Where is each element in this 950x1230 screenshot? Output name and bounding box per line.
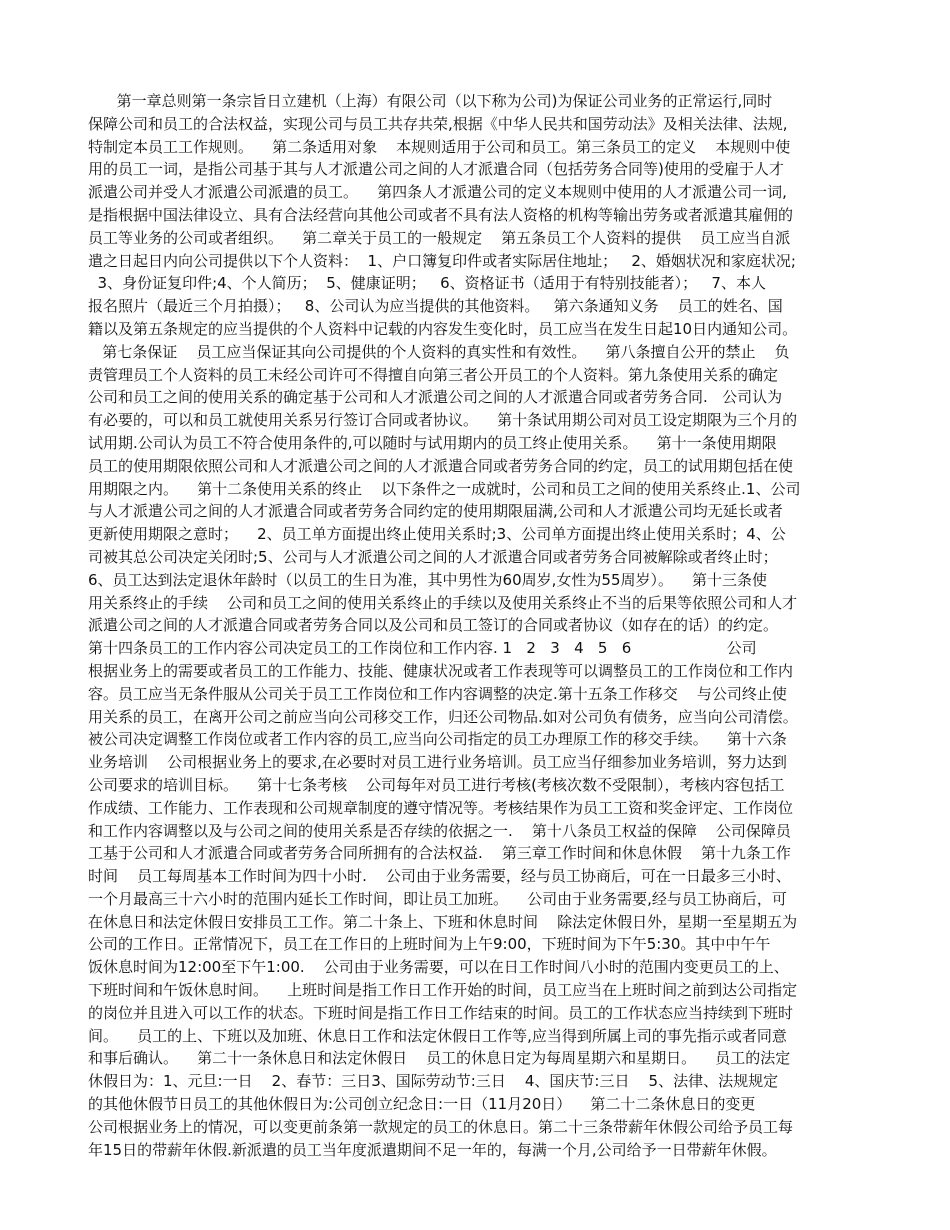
text-line: 工基于公司和人才派遣合同或者劳务合同所拥有的合法权益. 第三章工作时间和休息休假 第十九条工作: [88, 844, 791, 863]
text-line: 有必要的，可以和员工就使用关系另行签订合同或者协议。 第十条试用期公司对员工设定期限为三个月的: [88, 411, 798, 430]
text-line: 派遣公司并受人才派遣公司派遣的员工。 第四条人才派遣公司的定义本规则中使用的人才派遣公司一词,: [88, 183, 787, 202]
text-line: 根据业务上的需要或者员工的工作能力、技能、健康状况或者工作表现等可以调整员工的工作岗位和工作内: [88, 661, 794, 680]
text-line: 报名照片（最近三个月拍摄）； 8、公司认为应当提供的其他资料。 第六条通知义务 员工的姓名、国: [88, 297, 783, 316]
text-line: 一个月最高三十六小时的范围内延长工作时间，即让员工加班。 公司由于业务需要,经与员工协商后，可: [88, 889, 787, 908]
text-line: 容。员工应当无条件服从公司关于员工工作岗位和工作内容调整的决定.第十五条工作移交 与公司终止使: [88, 684, 787, 703]
text-line: 时间 员工每周基本工作时间为四十小时. 公司由于业务需要，经与员工协商后，可在一日最多三小时、: [88, 867, 791, 886]
text-line: 公司根据业务上的情况，可以变更前条第一款规定的员工的休息日。第二十三条带薪年休假公司给予员工每: [88, 1117, 794, 1136]
text-line: 员工的使用期限依照公司和人才派遣公司之间的人才派遣合同或者劳务合同的约定，员工的试用期包括在使: [88, 456, 794, 475]
text-line: 用关系终止的手续 公司和员工之间的使用关系终止的手续以及使用关系终止不当的后果等依照公司和人才: [88, 593, 798, 612]
text-line: 间。 员工的上、下班以及加班、休息日工作和法定休假日工作等,应当得到所属上司的事先指示或者同意: [88, 1026, 787, 1045]
text-line: 用关系的员工，在离开公司之前应当向公司移交工作，归还公司物品.如对公司负有债务，应当向公司清偿。: [88, 707, 798, 726]
text-line: 作成绩、工作能力、工作表现和公司规章制度的遵守情况等。考核结果作为员工工资和奖金评定、工作岗位: [88, 798, 794, 817]
text-line: 第七条保证 员工应当保证其向公司提供的个人资料的真实性和有效性。 第八条擅自公开的禁止 负: [88, 342, 790, 361]
text-line: 的岗位并且进入可以工作的状态。下班时间是指工作日工作结束的时间。员工的工作状态应当持续到下班时: [88, 1003, 794, 1022]
text-line: 用的员工一词，是指公司基于其与人才派遣公司之间的人才派遣合同（包括劳务合同等)使用的受雇于人才: [88, 160, 784, 179]
text-line: 第一章总则第一条宗旨日立建机（上海）有限公司（以下称为公司)为保证公司业务的正常运行,同时: [88, 92, 773, 110]
text-line: 与人才派遣公司之间的人才派遣合同或者劳务合同约定的使用期限届满,公司和人才派遣公司均无延长或者: [88, 502, 783, 521]
text-line: 遣之日起日内向公司提供以下个人资料： 1、户口簿复印件或者实际居住地址； 2、婚姻状况和家庭状况;: [88, 251, 796, 270]
text-line: 3、身份证复印件;4、个人简历； 5、健康证明； 6、资格证书（适用于有特别技能者）； 7、本人: [88, 274, 766, 293]
text-line: 和事后确认。 第二十一条休息日和法定休假日 员工的休息日定为每周星期六和星期日。 员工的法定: [88, 1049, 791, 1068]
text-line: 公司要求的培训目标。 第十七条考核 公司每年对员工进行考核(考核次数不受限制），考核内容包括工: [88, 775, 785, 794]
text-line: 更新使用期限之意时； 2、员工单方面提出终止使用关系时;3、公司单方面提出终止使用关系时；4、公: [88, 525, 786, 544]
text-line: 责管理员工个人资料的员工未经公司许可不得擅自向第三者公开员工的个人资料。第九条使用关系的确定: [88, 365, 779, 384]
text-line: 派遣公司之间的人才派遣合同或者劳务合同以及公司和员工签订的合同或者协议（如存在的话）的约定。: [88, 616, 779, 635]
text-line: 和工作内容调整以及与公司之间的使用关系是否存续的依据之一. 第十八条员工权益的保障 公司保障员: [88, 821, 791, 840]
text-line: 在休息日和法定休假日安排员工工作。第二十条上、下班和休息时间 除法定休假日外，星期一至星期五为: [88, 912, 798, 931]
text-line: 保障公司和员工的合法权益，实现公司与员工共存共荣,根据《中华人民共和国劳动法》及相关法律、法规,: [88, 114, 788, 133]
text-line: 饭休息时间为12:00至下午1:00. 公司由于业务需要，可以在日工作时间八小时的范围内变更员工的上、: [88, 958, 789, 977]
text-line: 6、员工达到法定退休年龄时（以员工的生日为准，其中男性为60周岁,女性为55周岁）。 第十三条使: [88, 570, 768, 589]
text-line: 试用期.公司认为员工不符合使用条件的,可以随时与试用期内的员工终止使用关系。 第十一条使用期限: [88, 433, 777, 452]
text-line: 下班时间和午饭休息时间。 上班时间是指工作日工作开始的时间，员工应当在上班时间之前到达公司指定: [88, 981, 798, 1000]
text-line: 的其他休假节日员工的其他休假日为:公司创立纪念日:一日（11月20日） 第二十二条休息日的变更: [88, 1095, 756, 1114]
text-line: 被公司决定调整工作岗位或者工作内容的员工,应当向公司指定的员工办理原工作的移交手续。 第十六条: [88, 730, 787, 749]
text-line: 籍以及第五条规定的应当提供的个人资料中记载的内容发生变化时，员工应当在发生日起10日内通知公司。: [88, 319, 798, 338]
text-line: 年15日的带薪年休假.新派遣的员工当年度派遣期间不足一年的，每满一个月,公司给予一日带薪年休假。: [88, 1140, 777, 1159]
text-line: 员工等业务的公司或者组织。 第二章关于员工的一般规定 第五条员工个人资料的提供 员工应当自派: [88, 228, 791, 247]
text-line: 公司和员工之间的使用关系的确定基于公司和人才派遣公司之间的人才派遣合同或者劳务合同. 公司认为: [88, 388, 783, 407]
text-line: 公司的工作日。正常情况下，员工在工作日的上班时间为上午9:00，下班时间为下午5:30。其中中午午: [88, 935, 771, 954]
text-line: 司被其总公司决定关闭时;5、公司与人才派遣公司之间的人才派遣合同或者劳务合同被解除或者终止时；: [88, 547, 778, 566]
text-line: 第十四条员工的工作内容公司决定员工的工作岗位和工作内容. 1 2 3 4 5 6 公司: [88, 639, 757, 658]
text-line: 用期限之内。 第十二条使用关系的终止 以下条件之一成就时，公司和员工之间的使用关系终止.1、公司: [88, 479, 801, 498]
text-line: 休假日为：1、元旦:一日 2、春节：三日3、国际劳动节:三日 4、国庆节:三日 5、法律、法规规定: [88, 1072, 779, 1091]
document-page: [88, 90, 866, 1161]
text-line: 特制定本员工工作规则。 第二条适用对象 本规则适用于公司和员工。第三条员工的定义 本规则中使: [88, 137, 791, 156]
text-line: 业务培训 公司根据业务上的要求,在必要时对员工进行业务培训。员工应当仔细参加业务培训，努力达到: [88, 753, 787, 772]
text-line: 是指根据中国法律设立、具有合法经营向其他公司或者不具有法人资格的机构等输出劳务或者派遣其雇佣的: [88, 205, 794, 224]
